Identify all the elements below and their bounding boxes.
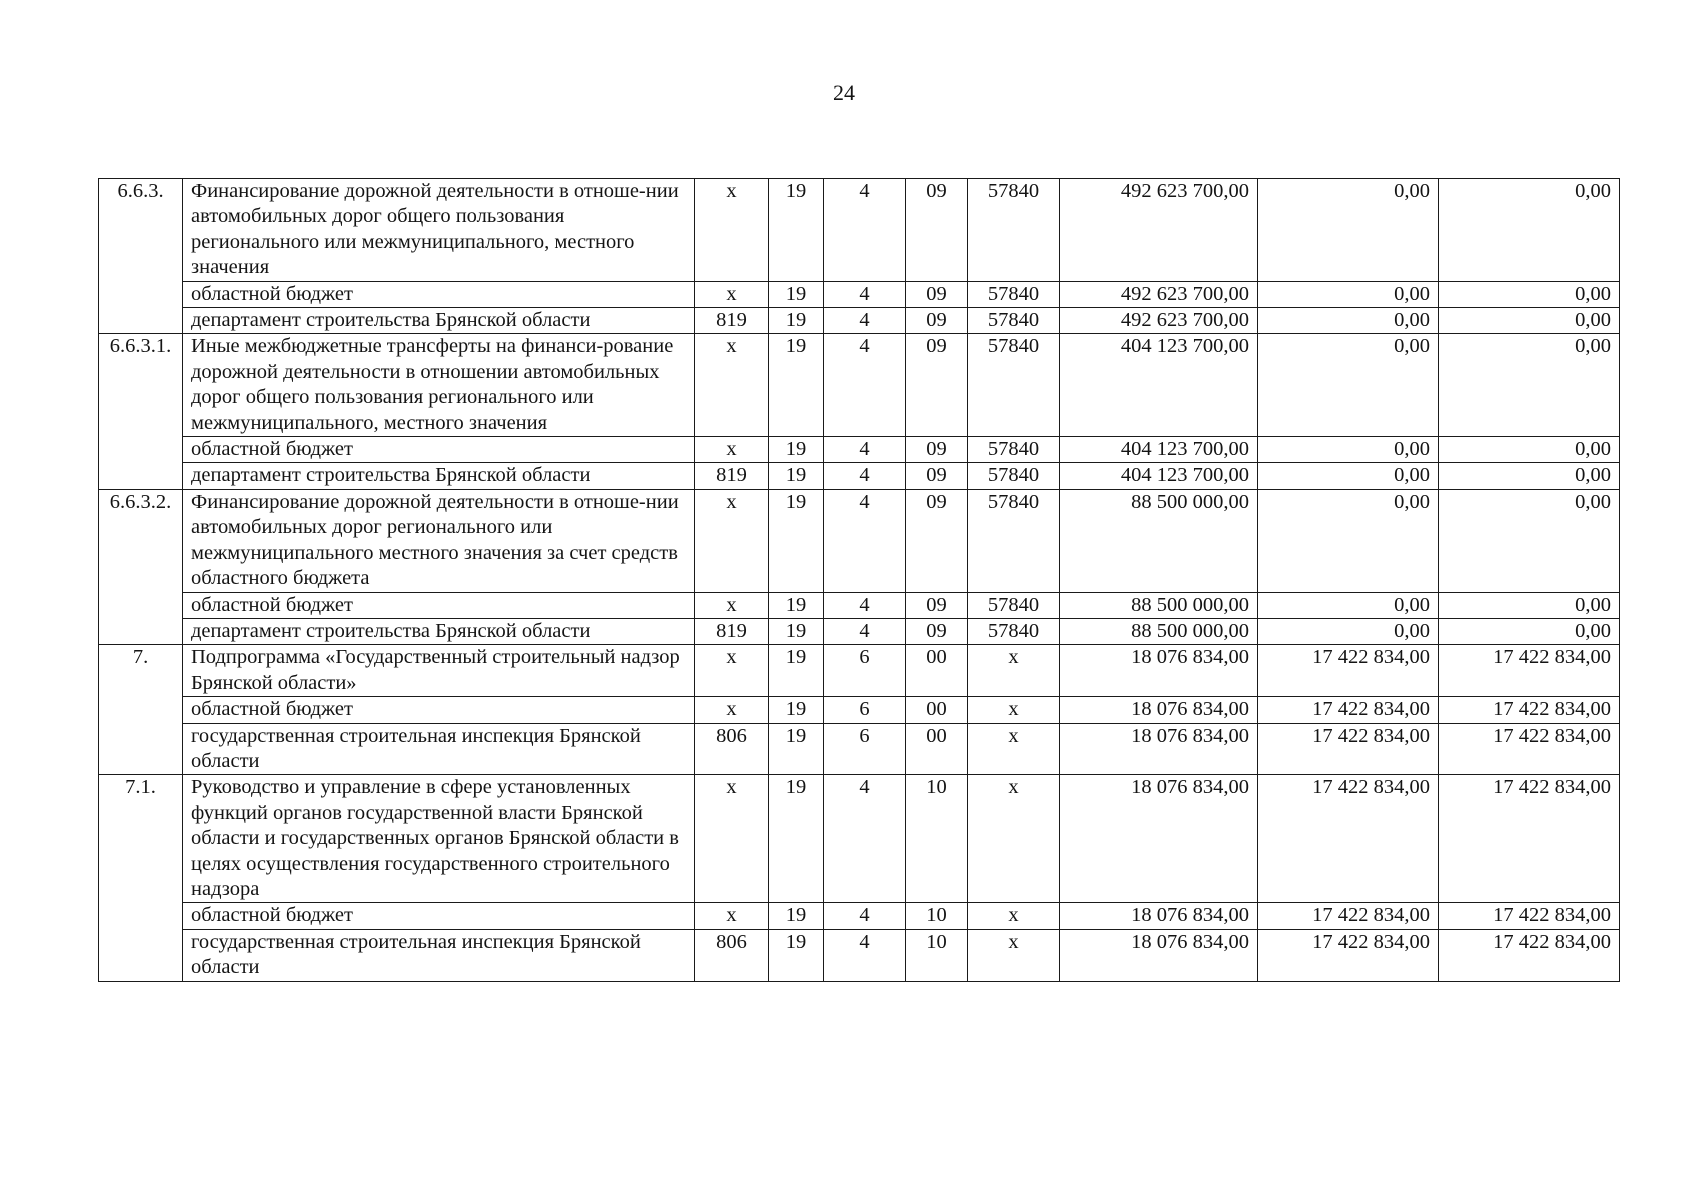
amount-cell: 0,00 (1439, 308, 1620, 334)
code-cell: 4 (824, 775, 906, 903)
code-cell: 19 (769, 463, 824, 489)
amount-cell: 17 422 834,00 (1258, 723, 1439, 775)
code-cell: 09 (906, 308, 968, 334)
code-cell: 10 (906, 929, 968, 981)
code-cell: 09 (906, 463, 968, 489)
description-cell: Финансирование дорожной деятельности в отноше-нии автомобильных дорог общего пользования регионального или межмуниципального, местного значения (183, 179, 695, 282)
table-row (99, 645, 1620, 697)
code-cell: 57840 (968, 308, 1060, 334)
amount-cell: 0,00 (1258, 592, 1439, 618)
code-cell: 6 (824, 723, 906, 775)
amount-cell: 0,00 (1439, 334, 1620, 437)
code-cell: 57840 (968, 592, 1060, 618)
amount-cell: 17 422 834,00 (1258, 645, 1439, 697)
table-row (99, 308, 1620, 334)
amount-cell: 0,00 (1258, 179, 1439, 282)
description-cell: государственная строительная инспекция Брянской области (183, 723, 695, 775)
code-cell: 4 (824, 592, 906, 618)
amount-cell: 17 422 834,00 (1258, 697, 1439, 723)
amount-cell: 0,00 (1439, 179, 1620, 282)
code-cell: 4 (824, 463, 906, 489)
code-cell: 19 (769, 723, 824, 775)
table-row (99, 463, 1620, 489)
code-cell: 19 (769, 308, 824, 334)
code-cell: 10 (906, 775, 968, 903)
code-cell: 4 (824, 929, 906, 981)
code-cell: x (695, 334, 769, 437)
code-cell: 4 (824, 308, 906, 334)
table-body (99, 179, 1620, 982)
code-cell: 4 (824, 334, 906, 437)
amount-cell: 17 422 834,00 (1439, 697, 1620, 723)
amount-cell: 17 422 834,00 (1439, 903, 1620, 929)
table-row (99, 334, 1620, 437)
amount-cell: 0,00 (1439, 489, 1620, 592)
code-cell: 19 (769, 929, 824, 981)
table-row (99, 775, 1620, 903)
description-cell: Финансирование дорожной деятельности в отноше-нии автомобильных дорог регионального или межмуниципального местного значения за счет средств областного бюджета (183, 489, 695, 592)
amount-cell: 0,00 (1258, 281, 1439, 307)
row-number-cell: 7. (99, 645, 183, 775)
amount-cell: 0,00 (1258, 463, 1439, 489)
code-cell: 19 (769, 592, 824, 618)
description-cell: областной бюджет (183, 903, 695, 929)
budget-table (98, 178, 1620, 982)
table-row (99, 618, 1620, 644)
code-cell: 57840 (968, 618, 1060, 644)
amount-cell: 492 623 700,00 (1060, 308, 1258, 334)
code-cell: 4 (824, 179, 906, 282)
description-cell: Подпрограмма «Государственный строительный надзор Брянской области» (183, 645, 695, 697)
amount-cell: 17 422 834,00 (1439, 775, 1620, 903)
description-cell: департамент строительства Брянской области (183, 618, 695, 644)
code-cell: x (968, 775, 1060, 903)
code-cell: 19 (769, 775, 824, 903)
amount-cell: 17 422 834,00 (1258, 929, 1439, 981)
amount-cell: 0,00 (1439, 592, 1620, 618)
code-cell: x (695, 775, 769, 903)
code-cell: 19 (769, 618, 824, 644)
amount-cell: 18 076 834,00 (1060, 903, 1258, 929)
table-row (99, 697, 1620, 723)
amount-cell: 0,00 (1258, 308, 1439, 334)
amount-cell: 404 123 700,00 (1060, 463, 1258, 489)
table-row (99, 592, 1620, 618)
description-cell: Руководство и управление в сфере установленных функций органов государственной власти Брянской области и государственных органов Брянской области в целях осуществления государственного строительного надзора (183, 775, 695, 903)
description-cell: департамент строительства Брянской области (183, 308, 695, 334)
amount-cell: 18 076 834,00 (1060, 929, 1258, 981)
description-cell: департамент строительства Брянской области (183, 463, 695, 489)
amount-cell: 18 076 834,00 (1060, 697, 1258, 723)
row-number-cell: 7.1. (99, 775, 183, 981)
amount-cell: 18 076 834,00 (1060, 723, 1258, 775)
row-number-cell: 6.6.3. (99, 179, 183, 334)
code-cell: 57840 (968, 437, 1060, 463)
amount-cell: 0,00 (1439, 618, 1620, 644)
amount-cell: 0,00 (1439, 437, 1620, 463)
table-row (99, 929, 1620, 981)
code-cell: 4 (824, 489, 906, 592)
code-cell: x (695, 281, 769, 307)
table-row (99, 437, 1620, 463)
code-cell: 6 (824, 697, 906, 723)
code-cell: x (695, 179, 769, 282)
code-cell: x (695, 437, 769, 463)
code-cell: x (695, 903, 769, 929)
code-cell: x (968, 723, 1060, 775)
description-cell: областной бюджет (183, 697, 695, 723)
code-cell: 09 (906, 592, 968, 618)
code-cell: 19 (769, 697, 824, 723)
code-cell: 09 (906, 489, 968, 592)
code-cell: x (968, 929, 1060, 981)
code-cell: 57840 (968, 489, 1060, 592)
code-cell: 57840 (968, 334, 1060, 437)
table-row (99, 723, 1620, 775)
amount-cell: 88 500 000,00 (1060, 489, 1258, 592)
row-number-cell: 6.6.3.1. (99, 334, 183, 489)
code-cell: x (695, 592, 769, 618)
code-cell: 09 (906, 618, 968, 644)
code-cell: 57840 (968, 179, 1060, 282)
amount-cell: 17 422 834,00 (1258, 775, 1439, 903)
description-cell: Иные межбюджетные трансферты на финанси-рование дорожной деятельности в отношении автомобильных дорог общего пользования регионального или межмуниципального, местного значения (183, 334, 695, 437)
code-cell: 806 (695, 929, 769, 981)
code-cell: 4 (824, 618, 906, 644)
amount-cell: 0,00 (1439, 281, 1620, 307)
code-cell: 19 (769, 179, 824, 282)
table-row (99, 281, 1620, 307)
code-cell: 4 (824, 903, 906, 929)
code-cell: 19 (769, 489, 824, 592)
code-cell: 4 (824, 281, 906, 307)
code-cell: 00 (906, 697, 968, 723)
code-cell: x (695, 645, 769, 697)
code-cell: x (968, 903, 1060, 929)
code-cell: 10 (906, 903, 968, 929)
table-row (99, 903, 1620, 929)
amount-cell: 0,00 (1439, 463, 1620, 489)
amount-cell: 0,00 (1258, 437, 1439, 463)
code-cell: 57840 (968, 463, 1060, 489)
amount-cell: 17 422 834,00 (1439, 645, 1620, 697)
description-cell: государственная строительная инспекция Брянской области (183, 929, 695, 981)
code-cell: 09 (906, 179, 968, 282)
code-cell: x (695, 697, 769, 723)
code-cell: 09 (906, 334, 968, 437)
amount-cell: 88 500 000,00 (1060, 618, 1258, 644)
code-cell: 19 (769, 334, 824, 437)
amount-cell: 492 623 700,00 (1060, 281, 1258, 307)
page-number: 24 (833, 80, 855, 105)
code-cell: 806 (695, 723, 769, 775)
code-cell: 57840 (968, 281, 1060, 307)
description-cell: областной бюджет (183, 281, 695, 307)
amount-cell: 492 623 700,00 (1060, 179, 1258, 282)
code-cell: 00 (906, 645, 968, 697)
code-cell: 819 (695, 308, 769, 334)
amount-cell: 18 076 834,00 (1060, 645, 1258, 697)
amount-cell: 404 123 700,00 (1060, 334, 1258, 437)
code-cell: 19 (769, 645, 824, 697)
amount-cell: 17 422 834,00 (1439, 723, 1620, 775)
table-row (99, 179, 1620, 282)
amount-cell: 0,00 (1258, 618, 1439, 644)
description-cell: областной бюджет (183, 592, 695, 618)
code-cell: x (695, 489, 769, 592)
code-cell: x (968, 697, 1060, 723)
amount-cell: 88 500 000,00 (1060, 592, 1258, 618)
code-cell: 19 (769, 437, 824, 463)
amount-cell: 404 123 700,00 (1060, 437, 1258, 463)
amount-cell: 17 422 834,00 (1439, 929, 1620, 981)
amount-cell: 0,00 (1258, 334, 1439, 437)
row-number-cell: 6.6.3.2. (99, 489, 183, 644)
code-cell: 00 (906, 723, 968, 775)
amount-cell: 17 422 834,00 (1258, 903, 1439, 929)
code-cell: 09 (906, 437, 968, 463)
code-cell: 09 (906, 281, 968, 307)
code-cell: x (968, 645, 1060, 697)
code-cell: 819 (695, 463, 769, 489)
table-row (99, 489, 1620, 592)
amount-cell: 18 076 834,00 (1060, 775, 1258, 903)
code-cell: 6 (824, 645, 906, 697)
amount-cell: 0,00 (1258, 489, 1439, 592)
code-cell: 819 (695, 618, 769, 644)
description-cell: областной бюджет (183, 437, 695, 463)
code-cell: 19 (769, 903, 824, 929)
code-cell: 4 (824, 437, 906, 463)
code-cell: 19 (769, 281, 824, 307)
